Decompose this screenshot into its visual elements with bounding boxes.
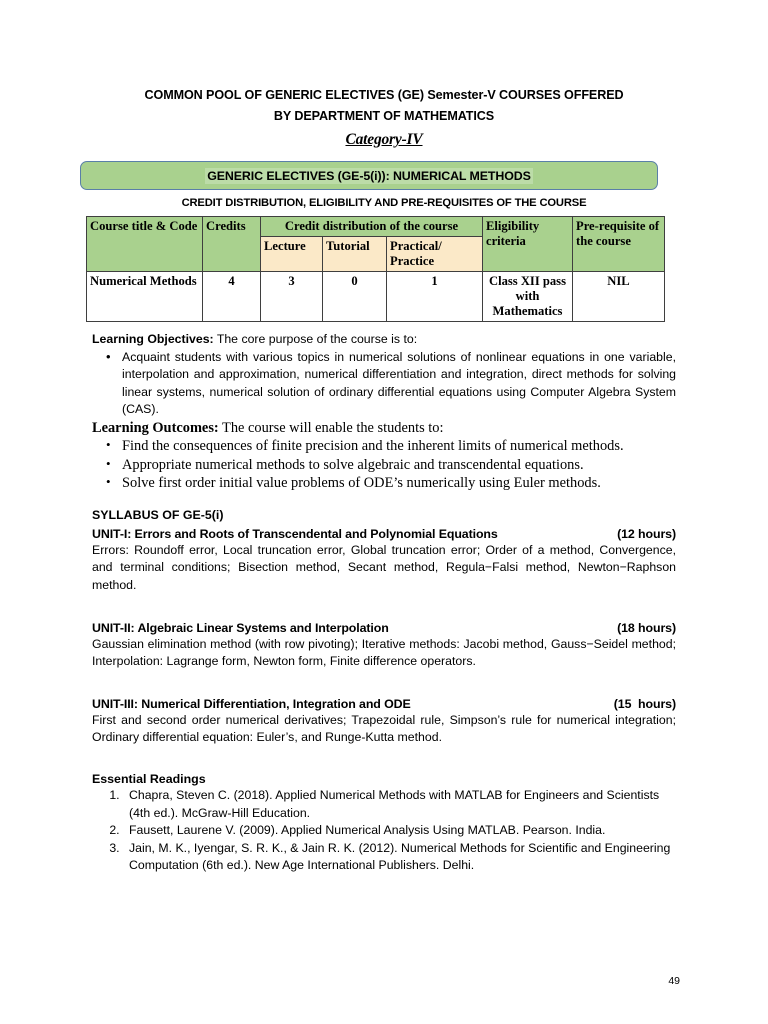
- unit-1-body: Errors: Roundoff error, Local truncation error, Global truncation error; Order of a method, Convergence, and terminal conditions; Bisection method, Secant method, Regula−Falsi method, Newton−Raphson method.: [92, 542, 676, 592]
- unit-1-hours: (12 hours): [617, 526, 676, 541]
- list-item: 2. Fausett, Laurene V. (2009). Applied Numerical Analysis Using MATLAB. Pearson. India.: [123, 822, 676, 840]
- syllabus-unit-2: [92, 621, 676, 671]
- header-line-2: BY DEPARTMENT OF MATHEMATICS: [273, 109, 495, 123]
- syllabus-unit-1: [92, 527, 676, 595]
- table-header-row-1: [87, 217, 665, 237]
- unit-2-hours: (18 hours): [617, 620, 676, 635]
- header-line-1: COMMON POOL OF GENERIC ELECTIVES (GE) Semester-V COURSES OFFERED: [144, 88, 624, 102]
- td-eligibility: Class XII pass with Mathematics: [483, 272, 573, 322]
- unit-3-hours: (15 hours): [613, 696, 676, 711]
- th-lecture: Lecture: [261, 237, 323, 272]
- learning-outcomes-list: [92, 437, 676, 493]
- th-course-title-code: Course title & Code: [87, 217, 203, 272]
- unit-2-body: Gaussian elimination method (with row pivoting); Iterative methods: Jacobi method, Gauss−Seidel method; Interpolation: Lagrange form, Newton form, Finite difference operators.: [92, 636, 676, 669]
- learning-outcomes-heading: [92, 419, 676, 437]
- unit-1-heading: [92, 527, 676, 541]
- list-item: • Appropriate numerical methods to solve algebraic and transcendental equations.: [122, 456, 676, 475]
- td-practical: 1: [387, 272, 483, 322]
- learning-objectives-heading: [92, 331, 676, 349]
- unit-3-heading: [92, 697, 676, 711]
- learning-objectives-label: Learning Objectives:: [92, 332, 214, 346]
- learning-objectives-section: [92, 331, 676, 419]
- credit-distribution-caption: CREDIT DISTRIBUTION, ELIGIBILITY AND PRE-REQUISITES OF THE COURSE: [181, 197, 587, 209]
- th-credits: Credits: [203, 217, 261, 272]
- unit-3-title: UNIT-III: Numerical Differentiation, Integration and ODE: [92, 696, 411, 711]
- syllabus-unit-3: [92, 697, 676, 747]
- course-title-banner-text: GENERIC ELECTIVES (GE-5(i)): NUMERICAL METHODS: [207, 168, 531, 183]
- page-content: [92, 85, 676, 875]
- learning-objectives-intro: The core purpose of the course is to:: [213, 332, 418, 346]
- course-credit-table: [86, 216, 665, 322]
- syllabus-heading: SYLLABUS OF GE-5(i): [92, 507, 224, 522]
- table-row: [87, 272, 665, 322]
- list-item: 3. Jain, M. K., Iyengar, S. R. K., & Jain R. K. (2012). Numerical Methods for Scientific and Engineering Computation (6th ed.). New Age International Publishers. Delhi.: [123, 840, 676, 875]
- essential-readings-heading: Essential Readings: [92, 771, 206, 786]
- th-practical: Practical/ Practice: [387, 237, 483, 272]
- td-prerequisite: NIL: [573, 272, 665, 322]
- td-lecture: 3: [261, 272, 323, 322]
- th-credit-distribution: Credit distribution of the course: [261, 217, 483, 237]
- category-label: Category-IV: [345, 131, 423, 148]
- course-title-banner: [80, 161, 658, 190]
- th-eligibility-criteria: Eligibility criteria: [483, 217, 573, 272]
- td-credits: 4: [203, 272, 261, 322]
- essential-readings-list: [92, 787, 676, 875]
- document-header: [92, 85, 676, 149]
- list-item: • Find the consequences of finite precision and the inherent limits of numerical methods.: [122, 437, 676, 456]
- unit-2-heading: [92, 621, 676, 635]
- unit-2-title: UNIT-II: Algebraic Linear Systems and Interpolation: [92, 620, 389, 635]
- td-tutorial: 0: [323, 272, 387, 322]
- list-item: • Solve first order initial value problems of ODE’s numerically using Euler methods.: [122, 474, 676, 493]
- list-item: • Acquaint students with various topics in numerical solutions of nonlinear equations in one variable, interpolation and approximation, numerical differentiation and integration, direct methods for solving linear systems, numerical solution of ordinary differential equations using Computer Algebra System (CAS).: [122, 349, 676, 419]
- td-course-title-code: Numerical Methods: [87, 272, 203, 322]
- unit-3-body: First and second order numerical derivatives; Trapezoidal rule, Simpson’s rule for numerical integration; Ordinary differential equation: Euler’s, and Runge-Kutta method.: [92, 712, 676, 745]
- list-item: 1. Chapra, Steven C. (2018). Applied Numerical Methods with MATLAB for Engineers and Scientists (4th ed.). McGraw-Hill Education.: [123, 787, 676, 822]
- th-tutorial: Tutorial: [323, 237, 387, 272]
- learning-objectives-list: [92, 349, 676, 419]
- learning-outcomes-label: Learning Outcomes:: [92, 419, 219, 436]
- essential-readings-section: [92, 772, 676, 875]
- learning-outcomes-intro: The course will enable the students to:: [218, 419, 444, 436]
- th-prerequisite: Pre-requisite of the course: [573, 217, 665, 272]
- unit-1-title: UNIT-I: Errors and Roots of Transcendental and Polynomial Equations: [92, 526, 498, 541]
- page-number: 49: [668, 975, 680, 987]
- learning-outcomes-section: [92, 419, 676, 493]
